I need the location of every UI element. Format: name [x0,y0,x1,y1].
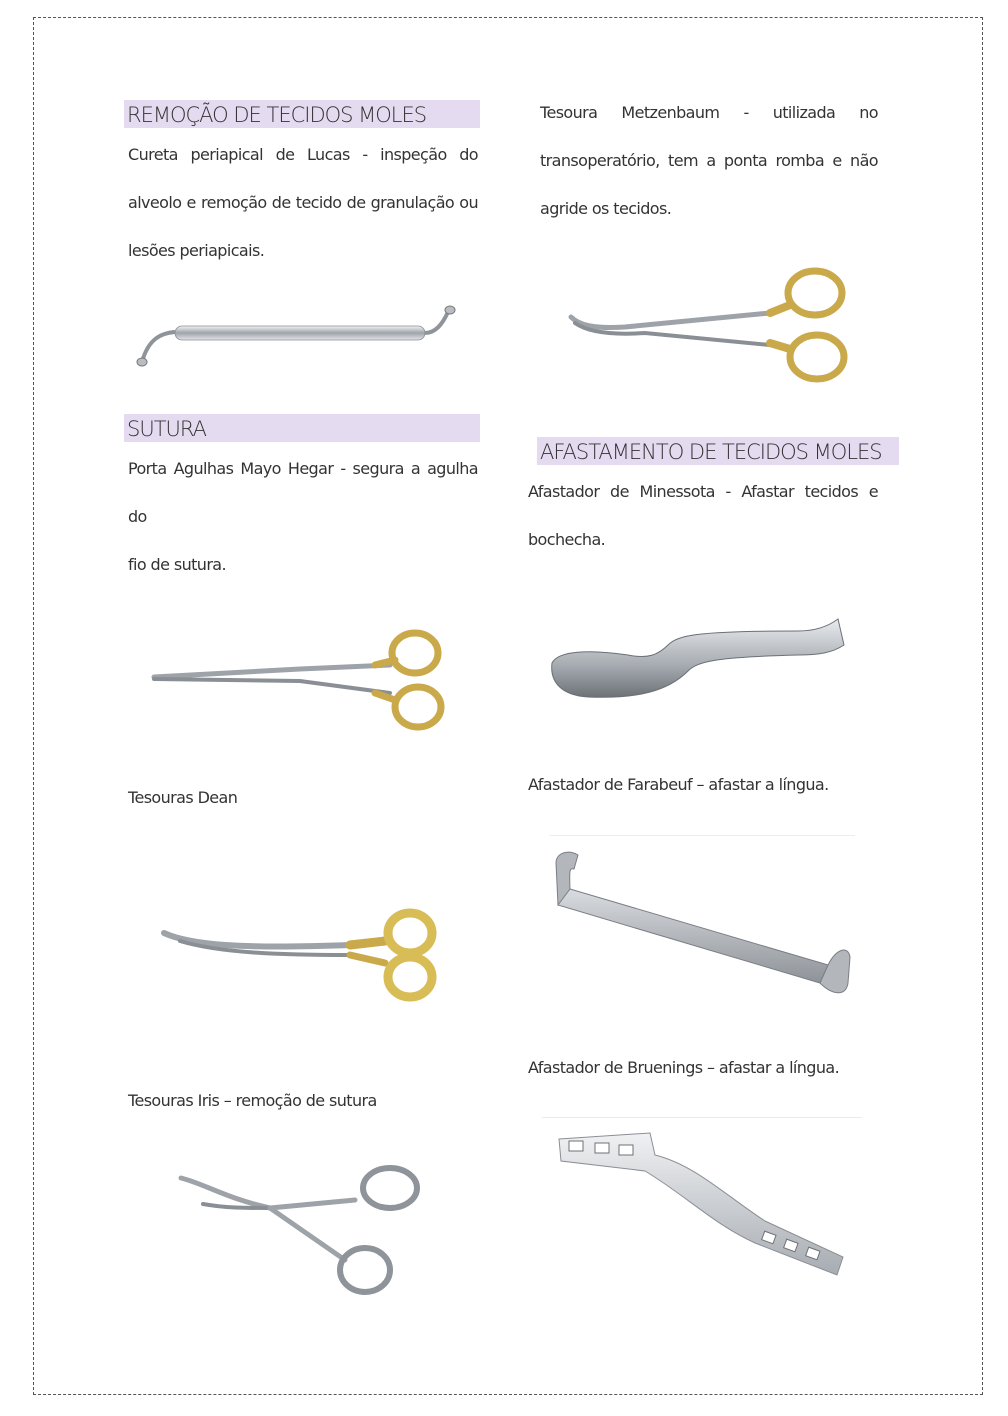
porta-agulhas-description [128,445,478,589]
minnesota-retractor-image [548,615,848,705]
metzenbaum-line-1: Tesoura Metzenbaum - utilizada no [540,103,878,122]
minessota-line-1: Afastador de Minessota - Afastar tecidos e [528,482,878,501]
bruenings-retractor-image [555,1125,850,1280]
porta-line-1: Porta Agulhas Mayo Hegar - segura a agulha do [128,459,478,526]
metzenbaum-description [540,89,878,233]
cureta-line-3: lesões periapicais. [128,241,265,260]
bruenings-label: Afastador de Bruenings – afastar a língua. [528,1058,840,1077]
farabeuf-retractor-image [548,845,853,1000]
heading-afastamento: AFASTAMENTO DE TECIDOS MOLES [537,437,899,465]
minessota-description [528,468,878,564]
cureta-description [128,131,478,275]
metzenbaum-scissors-image [565,265,860,395]
minessota-line-2: bochecha. [528,530,606,549]
dean-label: Tesouras Dean [128,788,238,807]
cureta-line-1: Cureta periapical de Lucas - inspeção do [128,145,478,164]
dean-scissors-image [160,905,450,1010]
cureta-image [130,300,465,375]
farabeuf-label: Afastador de Farabeuf – afastar a língua. [528,775,829,794]
iris-label: Tesouras Iris – remoção de sutura [128,1091,377,1110]
needle-holder-image [150,625,450,735]
metzenbaum-line-2: transoperatório, tem a ponta romba e não [540,151,878,170]
farabeuf-divider [550,835,855,836]
bruenings-divider [542,1117,862,1118]
porta-line-2: fio de sutura. [128,555,226,574]
metzenbaum-line-3: agride os tecidos. [540,199,672,218]
heading-remocao: REMOÇÃO DE TECIDOS MOLES [124,100,480,128]
iris-scissors-image [175,1160,430,1300]
cureta-line-2: alveolo e remoção de tecido de granulação ou [128,193,478,212]
heading-sutura: SUTURA [124,414,480,442]
